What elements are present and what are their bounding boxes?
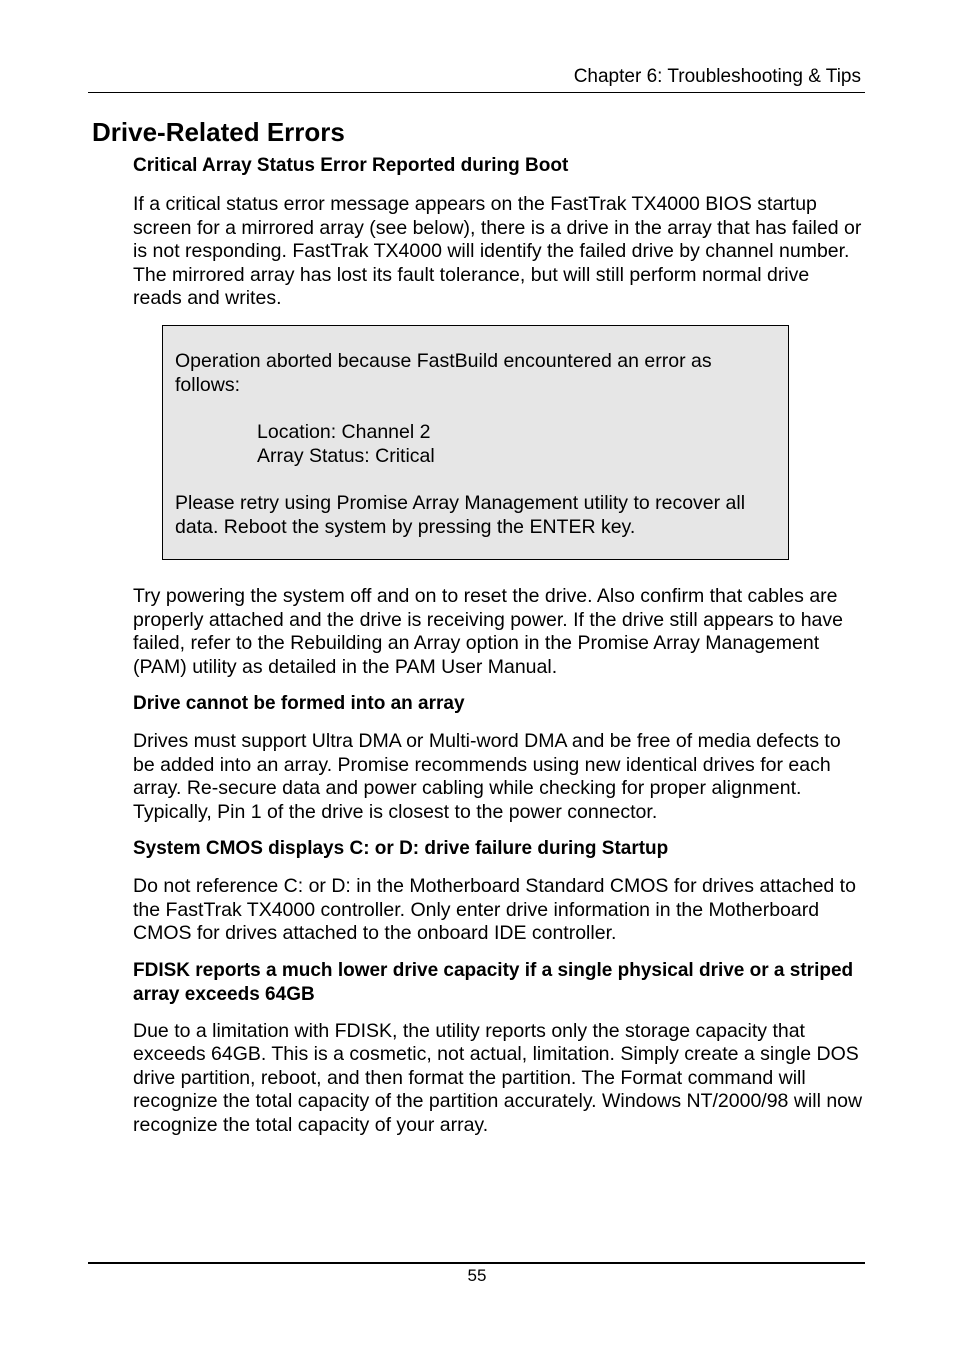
cannot-form-heading: Drive cannot be formed into an array [133, 693, 465, 714]
fdisk-heading: FDISK reports a much lower drive capacity if a single physical drive or a striped array exceeds 64GB [133, 959, 854, 1005]
error-message-line1: Operation aborted because FastBuild encountered an error as follows: [175, 350, 712, 396]
cannot-form-body: Drives must support Ultra DMA or Multi-word DMA and be free of media defects to be added into an array. Promise recommends using new identical drives for each array. Re-secure data and power cabling while checking for proper alignment. Typically, Pin 1 of the drive is closest to the power connector. [133, 730, 841, 823]
error-message-status: Array Status: Critical [257, 444, 435, 467]
cmos-body: Do not reference C: or D: in the Motherboard Standard CMOS for drives attached to the FastTrak TX4000 controller. Only enter drive information in the Motherboard CMOS for drives attached to the onboard IDE controller. [133, 875, 856, 944]
section-title: Drive-Related Errors [92, 117, 345, 147]
critical-error-intro: If a critical status error message appears on the FastTrak TX4000 BIOS startup screen for a mirrored array (see below), there is a drive in the array that has failed or is not responding. FastTrak TX4000 will identify the failed drive by channel number. The mirrored array has lost its fault tolerance, but will still perform normal drive reads and writes. [133, 193, 862, 309]
error-message-location: Location: Channel 2 [257, 421, 431, 443]
main-content [133, 154, 863, 311]
chapter-header: Chapter 6: Troubleshooting & Tips [573, 66, 861, 87]
critical-error-followup: Try powering the system off and on to reset the drive. Also confirm that cables are properly attached and the drive is receiving power. If the drive still appears to have failed, refer to the Rebuilding an Array option in the Promise Array Management (PAM) utility as detailed in the PAM User Manual. [133, 585, 843, 678]
error-message-instructions: Please retry using Promise Array Management utility to recover all data. Reboot the system by pressing the ENTER key. [175, 492, 746, 538]
critical-error-heading: Critical Array Status Error Reported during Boot [133, 155, 569, 176]
fdisk-body: Due to a limitation with FDISK, the utility reports only the storage capacity that exceeds 64GB. This is a cosmetic, not actual, limitation. Simply create a single DOS drive partition, reboot, and then format the partition. The Format command will recognize the total capacity of the partition accurately. Windows NT/2000/98 will now recognize the total capacity of your array. [133, 1019, 863, 1136]
main-content-continued [133, 585, 863, 1137]
header-rule [88, 92, 865, 93]
cmos-heading: System CMOS displays C: or D: drive failure during Startup [133, 838, 669, 859]
footer-rule [88, 1262, 865, 1264]
page-number: 55 [467, 1266, 487, 1285]
error-message-box [162, 325, 789, 560]
